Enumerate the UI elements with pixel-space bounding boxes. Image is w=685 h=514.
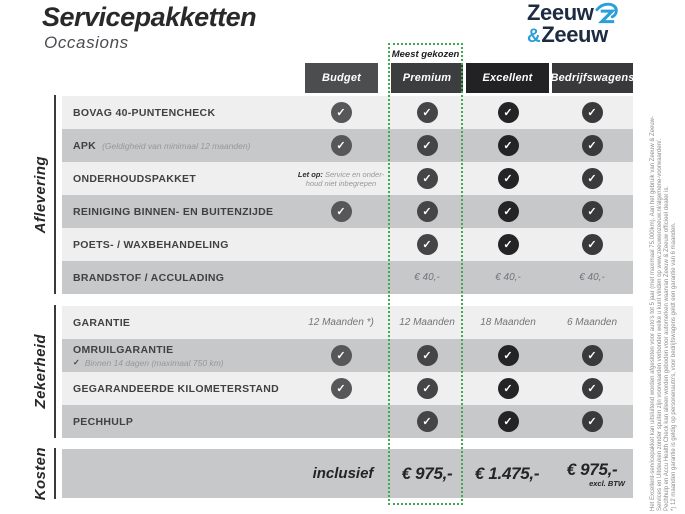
- row-label: APK (Geldigheid van minimaal 12 maanden): [73, 139, 251, 152]
- check-cell: [382, 129, 472, 162]
- section-label-zekerheid: Zekerheid: [32, 334, 49, 409]
- check-cell: [547, 228, 637, 261]
- row-label: GEGARANDEERDE KILOMETERSTAND: [73, 382, 279, 395]
- check-icon: ✓: [498, 168, 519, 189]
- table-row: [62, 162, 633, 195]
- check-cell: [296, 96, 386, 129]
- check-cell: [547, 162, 637, 195]
- column-header-budget: Budget: [305, 63, 378, 93]
- footnotes: [650, 9, 680, 511]
- row-label: PECHHULP: [73, 415, 134, 428]
- empty-cell: [296, 261, 386, 294]
- row-label: BRANDSTOF / ACCULADING: [73, 271, 225, 284]
- row-label: POETS- / WAXBEHANDELING: [73, 238, 229, 251]
- check-icon: ✓: [417, 135, 438, 156]
- rows-aflevering: [62, 96, 633, 294]
- check-cell: [382, 162, 472, 195]
- section-label-aflevering: Aflevering: [32, 155, 49, 234]
- check-icon: ✓: [582, 168, 603, 189]
- check-icon: ✓: [331, 378, 352, 399]
- check-cell: [382, 405, 472, 438]
- text-cell: 12 Maanden *): [308, 317, 374, 328]
- check-cell: [463, 405, 553, 438]
- check-icon: ✓: [417, 102, 438, 123]
- check-icon: ✓: [417, 168, 438, 189]
- table-row: [62, 405, 633, 438]
- check-icon: ✓: [498, 411, 519, 432]
- table-row: [62, 129, 633, 162]
- section-rail-kosten: [18, 448, 56, 499]
- check-icon: ✓: [498, 378, 519, 399]
- check-icon: ✓: [498, 234, 519, 255]
- price-note-excl-btw: excl. BTW: [589, 478, 625, 488]
- text-cell: 12 Maanden: [399, 317, 455, 328]
- check-cell: [382, 195, 472, 228]
- kosten-band: [62, 449, 633, 498]
- check-icon: ✓: [417, 234, 438, 255]
- note-cell: Let op: Service en onder- houd niet inbegrepen: [297, 169, 385, 188]
- logo-word-2: Zeeuw: [541, 22, 608, 47]
- check-icon: ✓: [582, 345, 603, 366]
- text-cell: € 40,-: [414, 272, 440, 283]
- check-icon: ✓: [498, 201, 519, 222]
- row-label: REINIGING BINNEN- EN BUITENZIJDE: [73, 205, 274, 218]
- check-icon: ✓: [582, 378, 603, 399]
- check-cell: [382, 372, 472, 405]
- check-cell: [547, 339, 637, 372]
- check-icon: ✓: [582, 102, 603, 123]
- empty-cell: [296, 228, 386, 261]
- check-icon: ✓: [498, 135, 519, 156]
- check-cell: [296, 339, 386, 372]
- small-check-icon: ✓: [73, 358, 80, 367]
- price-excellent-value: € 1.475,-: [474, 463, 540, 483]
- price-bedrijfswagens: [537, 449, 647, 498]
- check-cell: [463, 129, 553, 162]
- check-icon: ✓: [498, 102, 519, 123]
- check-cell: [547, 372, 637, 405]
- rows-zekerheid: [62, 306, 633, 438]
- check-cell: [296, 129, 386, 162]
- check-icon: ✓: [331, 135, 352, 156]
- table-row: [62, 339, 633, 372]
- column-header-excellent: Excellent: [466, 63, 549, 93]
- check-cell: [463, 372, 553, 405]
- page-subtitle: Occasions: [44, 33, 129, 52]
- table-row: [62, 372, 633, 405]
- check-icon: ✓: [417, 378, 438, 399]
- footnote-line: Pechhulp en Accu Health Check kan alleen worden geboden voor automerken waarvan Zeeuw & Zeeuw officieel dealer is.: [664, 185, 670, 511]
- check-cell: [463, 96, 553, 129]
- check-cell: [547, 195, 637, 228]
- column-header-bedrijfswagens: Bedrijfswagens: [552, 63, 633, 93]
- text-cell: 18 Maanden: [480, 317, 536, 328]
- footnote-line: Het Excellent-servicepakket kan uitsluitend worden afgesloten voor auto's tot 5 jaar (met maximaal 75.000km). Aan het gebruik van Zeeuw & Zeeuw-: [650, 115, 656, 511]
- check-cell: [463, 162, 553, 195]
- check-icon: ✓: [417, 411, 438, 432]
- empty-cell: [296, 405, 386, 438]
- check-icon: ✓: [582, 201, 603, 222]
- check-cell: [296, 195, 386, 228]
- table-row: [62, 261, 633, 294]
- column-header-premium: Premium: [391, 63, 463, 93]
- text-cell: € 40,-: [579, 272, 605, 283]
- check-cell: [547, 405, 637, 438]
- check-cell: [463, 339, 553, 372]
- check-icon: ✓: [331, 102, 352, 123]
- check-icon: ✓: [582, 234, 603, 255]
- check-cell: [547, 129, 637, 162]
- check-icon: ✓: [331, 345, 352, 366]
- table-row: [62, 96, 633, 129]
- table-row: [62, 228, 633, 261]
- price-premium-value: € 975,-: [401, 463, 453, 483]
- row-label: GARANTIE: [73, 316, 131, 329]
- check-cell: [382, 339, 472, 372]
- table-row: [62, 195, 633, 228]
- section-rail-aflevering: [18, 95, 56, 294]
- footnote-line: *) 12 maanden garantie is geldig op personenauto's, voor bedrijfswagens geldt een garantie van 6 maanden.: [671, 222, 677, 511]
- footnote-line: Services en Uitdeuken zonder spuiten zijn voorwaarden verbonden welke u kunt vinden op www.zeeuwenzeeuw.nl/algemene-voorwaarden/.: [657, 138, 663, 511]
- check-icon: ✓: [417, 201, 438, 222]
- check-cell: [463, 195, 553, 228]
- row-label: OMRUILGARANTIE ✓ Binnen 14 dagen (maximaal 750 km): [73, 343, 224, 368]
- check-icon: ✓: [331, 201, 352, 222]
- meest-gekozen-badge: Meest gekozen: [393, 45, 458, 63]
- check-icon: ✓: [582, 411, 603, 432]
- table-row: [62, 306, 633, 339]
- check-icon: ✓: [498, 345, 519, 366]
- check-cell: [463, 228, 553, 261]
- check-cell: [382, 96, 472, 129]
- check-cell: [547, 96, 637, 129]
- section-rail-zekerheid: [18, 305, 56, 438]
- row-label: ONDERHOUDSPAKKET: [73, 172, 197, 185]
- section-label-kosten: Kosten: [32, 446, 49, 501]
- row-label: BOVAG 40-PUNTENCHECK: [73, 106, 216, 119]
- zeeuw-zeeuw-logo: [527, 0, 619, 47]
- check-cell: [382, 228, 472, 261]
- price-bedrijfswagens-value: € 975,-: [566, 459, 618, 479]
- logo-ampersand: &: [527, 26, 541, 47]
- text-cell: 6 Maanden: [566, 317, 618, 328]
- check-cell: [296, 372, 386, 405]
- price-budget: inclusief: [312, 465, 374, 482]
- page-title: Servicepakketten: [42, 2, 257, 32]
- check-icon: ✓: [582, 135, 603, 156]
- logo-word-1: Zeeuw: [527, 0, 594, 25]
- check-icon: ✓: [417, 345, 438, 366]
- text-cell: € 40,-: [495, 272, 521, 283]
